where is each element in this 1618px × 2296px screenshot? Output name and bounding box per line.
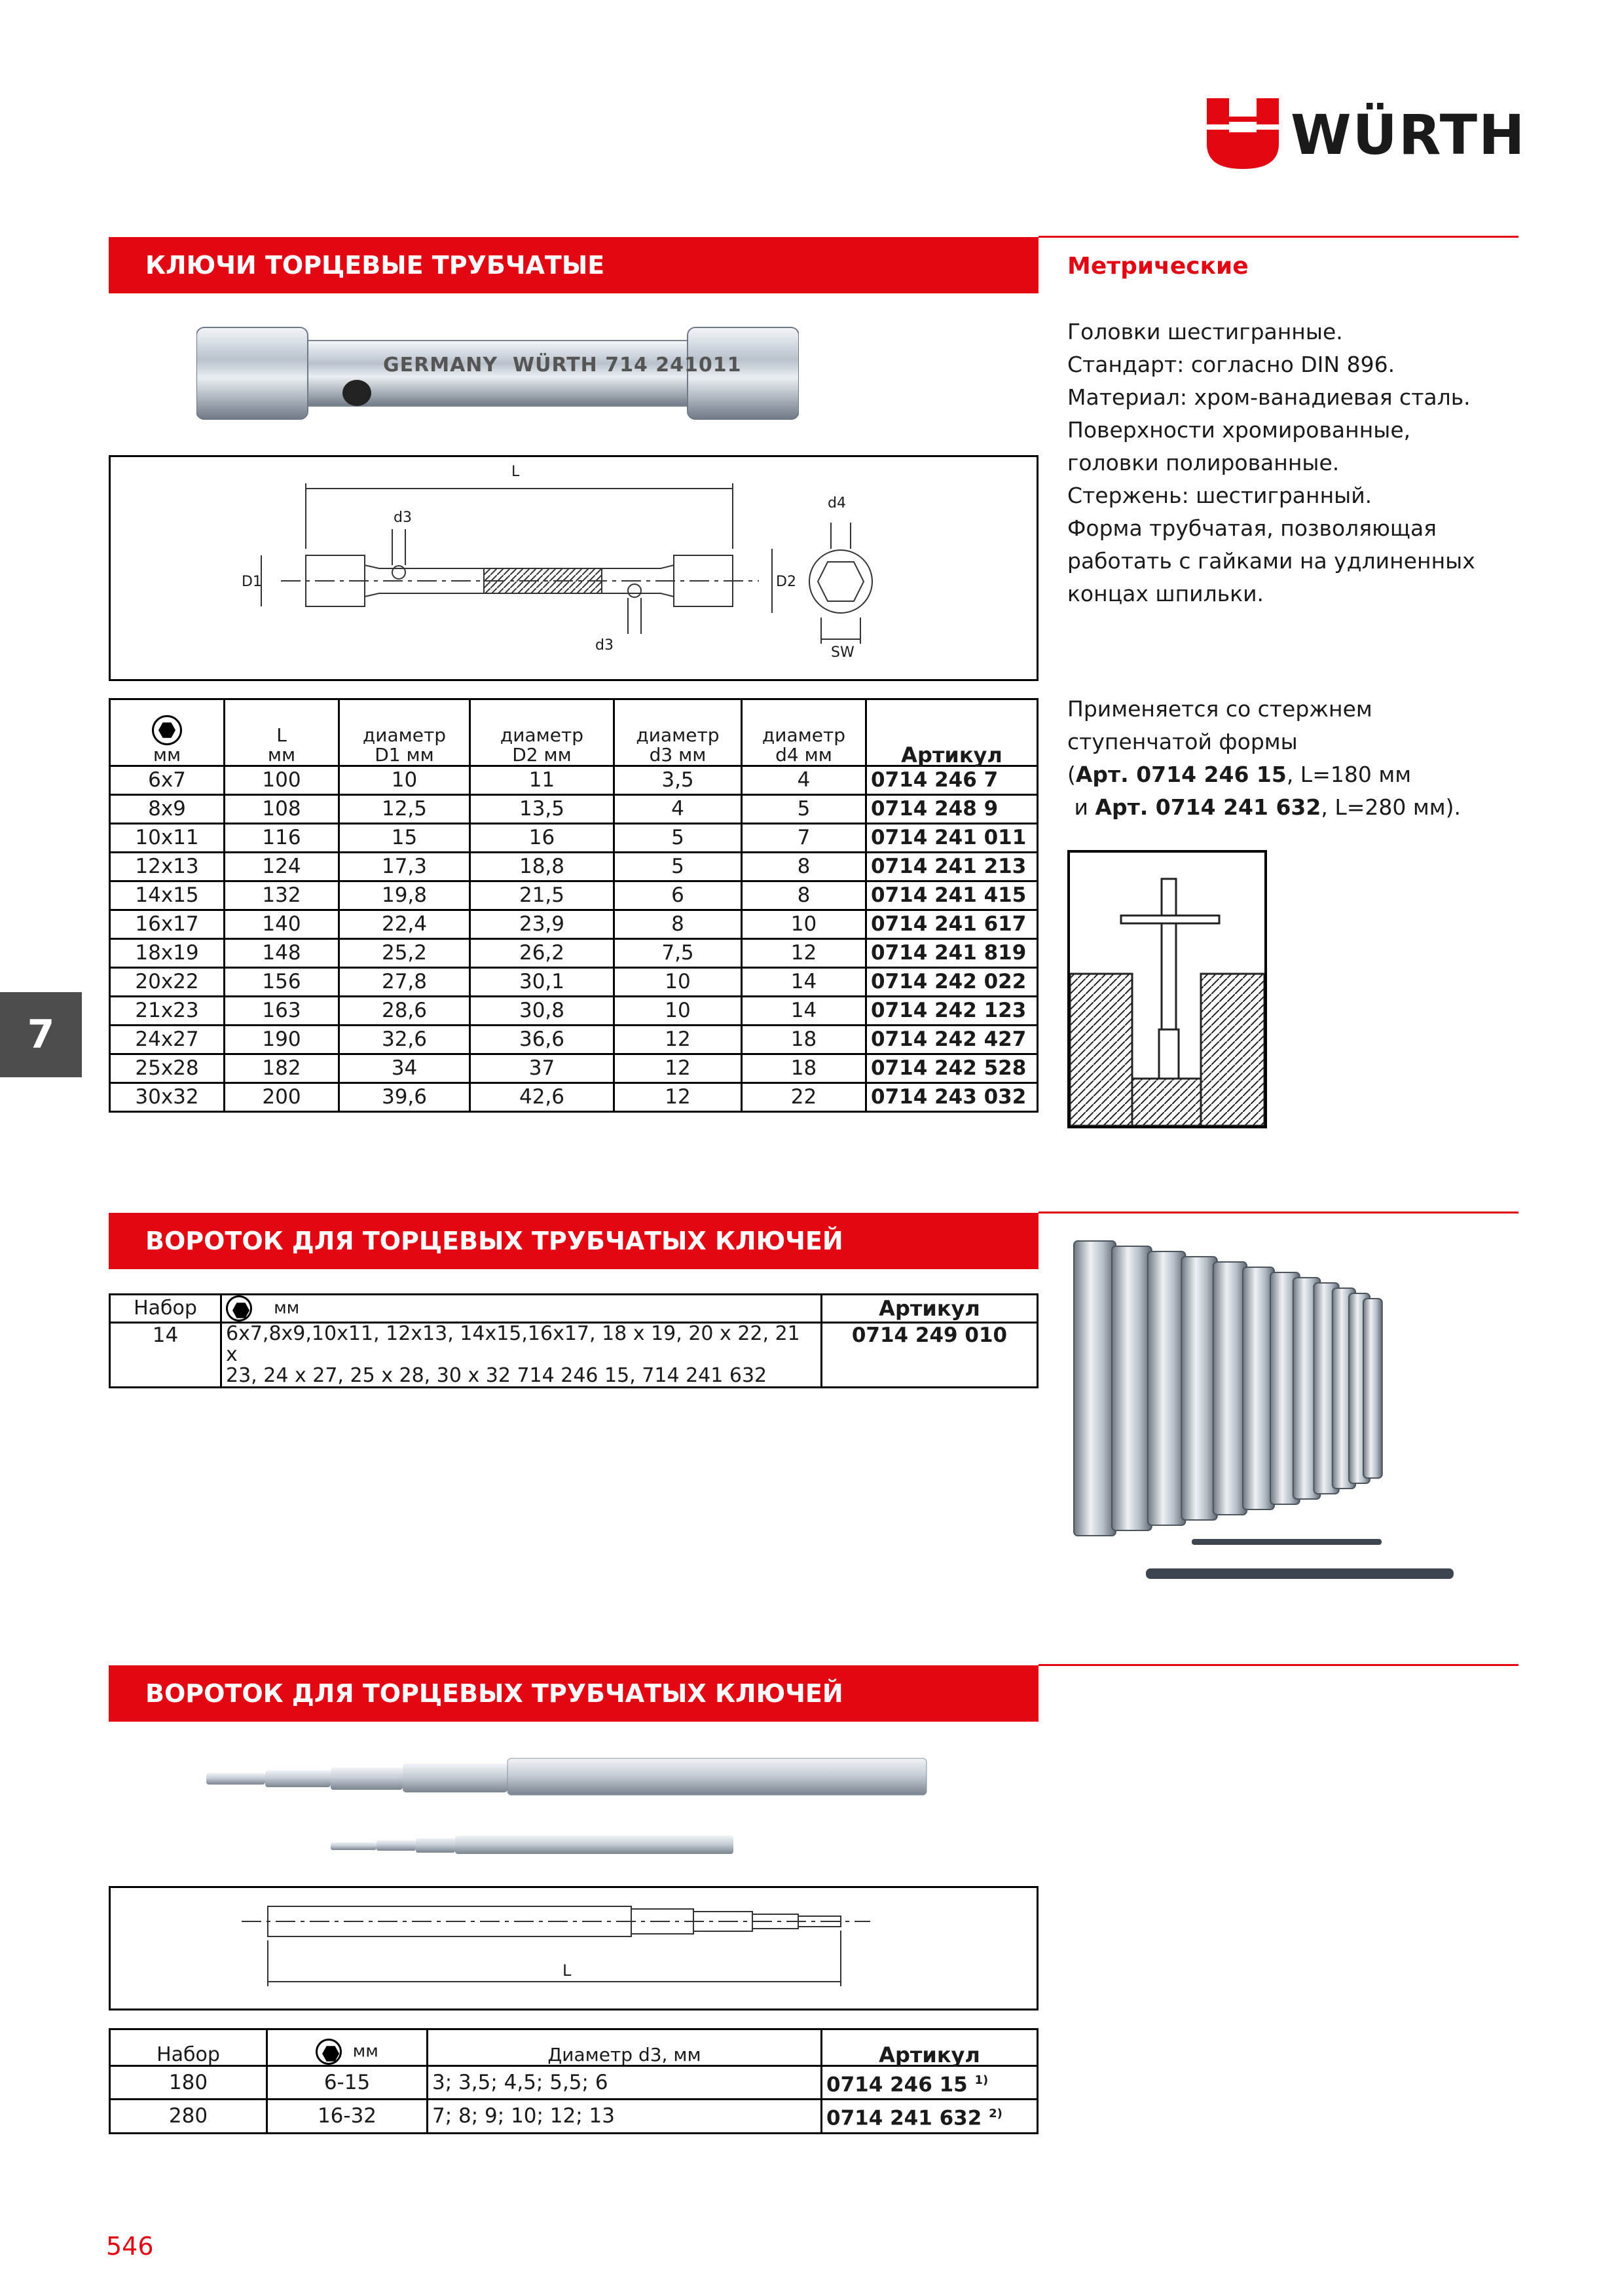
chapter-tab: 7 [0,992,82,1077]
cell-size: 20x22 [110,968,225,997]
cell-size: 14x15 [110,881,225,910]
cell-D2: 11 [470,766,614,795]
cell-d3: 12 [614,1083,742,1112]
cell-size: 25x28 [110,1054,225,1083]
set-diam: 7; 8; 9; 10; 12; 13 [428,2100,822,2133]
cell-d4: 18 [742,1026,866,1054]
col-D1 [339,699,470,766]
cell-L: 140 [225,910,339,939]
cell-D1: 12,5 [339,795,470,824]
set-count: 14 [110,1323,221,1388]
usage-note [1067,693,1526,824]
col-sizes-unit: мм [274,1298,300,1318]
set-art: 0714 249 010 [822,1323,1038,1388]
usage-ref2-art: Арт. 0714 241 632 [1095,794,1321,820]
cell-D1: 22,4 [339,910,470,939]
tommy-bar-photo [196,1745,949,1870]
table-row [110,2100,1038,2133]
wurth-logo [1207,98,1526,170]
usage-ref2-rest: , L=280 мм). [1321,794,1461,820]
col-D2 [470,699,614,766]
col-art: Артикул [822,1295,1038,1323]
cell-D1: 17,3 [339,853,470,881]
cell-D2: 16 [470,824,614,853]
cell-L: 108 [225,795,339,824]
cell-d3: 12 [614,1054,742,1083]
drawing-label-D2: D2 [776,574,796,590]
col-D1-bottom: D1 мм [375,744,434,766]
table-row [110,766,1038,795]
col-art: Артикул [822,2029,1038,2066]
cell-d4: 14 [742,997,866,1026]
cell-D2: 21,5 [470,881,614,910]
col-d4 [742,699,866,766]
cell-D2: 26,2 [470,939,614,968]
wrench-drawing [109,455,1039,681]
cell-art: 0714 248 9 [866,795,1038,824]
col-set: Набор [110,1295,221,1323]
cell-size: 12x13 [110,853,225,881]
cell-size: 10x11 [110,824,225,853]
cell-L: 124 [225,853,339,881]
cell-D2: 30,8 [470,997,614,1026]
cell-D1: 15 [339,824,470,853]
cell-D1: 32,6 [339,1026,470,1054]
tommy-bar-table [109,2028,1039,2134]
cell-d4: 22 [742,1083,866,1112]
wrench-set-photo [1067,1231,1513,1598]
section1-title: КЛЮЧИ ТОРЦЕВЫЕ ТРУБЧАТЫЕ [109,237,1039,293]
desc-line: Материал: хром-ванадиевая сталь. [1067,384,1471,410]
section1-description [1067,316,1513,610]
desc-line: Стержень: шестигранный. [1067,483,1372,508]
tommy-bar-drawing [109,1886,1039,2010]
usage-ref2 [1067,791,1526,824]
cell-art: 0714 242 528 [866,1054,1038,1083]
handle-set-table [109,1293,1039,1388]
cell-art: 0714 246 7 [866,766,1038,795]
section3-rule [1039,1664,1518,1666]
cell-art: 0714 242 123 [866,997,1038,1026]
wrench-set-item [1213,1262,1247,1515]
cell-size: 21x23 [110,997,225,1026]
cell-D1: 34 [339,1054,470,1083]
cell-D2: 37 [470,1054,614,1083]
cell-art: 0714 241 011 [866,824,1038,853]
desc-line: концах шпильки. [1067,581,1264,606]
table-row [110,795,1038,824]
table-row [110,853,1038,881]
tommy-bar-short [1192,1539,1382,1545]
desc-line: Головки шестигранные. [1067,319,1343,344]
cell-D2: 42,6 [470,1083,614,1112]
cell-D1: 28,6 [339,997,470,1026]
cell-d3: 6 [614,881,742,910]
col-L-label: L [276,724,287,746]
cell-D2: 36,6 [470,1026,614,1054]
cell-L: 156 [225,968,339,997]
desc-line: Стандарт: согласно DIN 896. [1067,352,1395,377]
cell-D1: 10 [339,766,470,795]
section1-subtitle: Метрические [1067,253,1249,280]
hex-size-icon [226,1295,252,1322]
cell-d4: 4 [742,766,866,795]
cell-L: 116 [225,824,339,853]
set-range: 16-32 [267,2100,428,2133]
cell-D2: 30,1 [470,968,614,997]
cell-d3: 10 [614,968,742,997]
cell-d4: 5 [742,795,866,824]
col-d3-bottom: d3 мм [649,744,707,766]
cell-art: 0714 242 022 [866,968,1038,997]
usage-ref1: (Арт. 0714 246 15, L=180 мм [1067,762,1412,787]
col-L [225,699,339,766]
cell-d3: 3,5 [614,766,742,795]
cell-art: 0714 241 213 [866,853,1038,881]
drawing-label-L: L [562,1961,572,1980]
table-row [110,881,1038,910]
set-art [822,2066,1038,2100]
table-row [110,1026,1038,1054]
cell-D2: 13,5 [470,795,614,824]
cell-art: 0714 243 032 [866,1083,1038,1112]
cell-art: 0714 241 415 [866,881,1038,910]
col-d3-top: диаметр [636,724,720,746]
cell-size: 24x27 [110,1026,225,1054]
cell-size: 30x32 [110,1083,225,1112]
col-D2-bottom: D2 мм [512,744,572,766]
drawing-label-d3-top: d3 [394,509,412,526]
wrench-engraving: GERMANY WÜRTH 714 241011 [383,354,742,377]
cell-L: 132 [225,881,339,910]
cell-d4: 18 [742,1054,866,1083]
wurth-logo-text: WÜRTH [1291,103,1526,167]
section1-rule [1039,236,1518,238]
cell-size: 8x9 [110,795,225,824]
cell-L: 163 [225,997,339,1026]
cell-d4: 10 [742,910,866,939]
cell-art: 0714 242 427 [866,1026,1038,1054]
desc-line: Форма трубчатая, позволяющая [1067,515,1437,541]
col-sizes [221,1295,822,1323]
desc-line: работать с гайками на удлиненных [1067,548,1475,574]
table-row [110,910,1038,939]
cell-d3: 12 [614,1026,742,1054]
section2-title: ВОРОТОК ДЛЯ ТОРЦЕВЫХ ТРУБЧАТЫХ КЛЮЧЕЙ [109,1213,1039,1269]
set-diam: 3; 3,5; 4,5; 5,5; 6 [428,2066,822,2100]
usage-line: Применяется со стержнем [1067,696,1372,722]
wrench-set-item [1181,1257,1217,1520]
cell-d3: 5 [614,853,742,881]
cell-L: 190 [225,1026,339,1054]
page-number: 546 [106,2232,154,2261]
set-art [822,2100,1038,2133]
col-range [267,2029,428,2066]
wrench-set-item [1148,1251,1186,1525]
table-row [110,997,1038,1026]
col-set: Набор [110,2029,267,2066]
set-art-footnote: 1) [974,2073,989,2087]
cell-d3: 10 [614,997,742,1026]
table-row [110,968,1038,997]
wrench-set-item [1243,1267,1274,1509]
cell-size: 16x17 [110,910,225,939]
cell-L: 200 [225,1083,339,1112]
wrench-set-item [1074,1241,1116,1536]
cell-D1: 39,6 [339,1083,470,1112]
set-sizes-line: 23, 24 x 27, 25 x 28, 30 x 32 714 246 15, 714 241 632 [226,1364,767,1387]
cell-d3: 5 [614,824,742,853]
cell-D2: 18,8 [470,853,614,881]
drawing-label-D1: D1 [242,574,262,590]
section3-title: ВОРОТОК ДЛЯ ТОРЦЕВЫХ ТРУБЧАТЫХ КЛЮЧЕЙ [109,1665,1039,1722]
tommy-bar-long [1146,1568,1454,1579]
cell-d3: 7,5 [614,939,742,968]
hex-size-icon [316,2039,342,2065]
col-d4-top: диаметр [762,724,846,746]
wrench-set-item [1112,1246,1152,1530]
cell-D1: 27,8 [339,968,470,997]
col-L-unit: мм [267,744,296,766]
drawing-label-SW: SW [831,644,855,661]
table-row [110,824,1038,853]
cell-D2: 23,9 [470,910,614,939]
usage-ref1-rest: , L=180 мм [1286,762,1412,787]
cell-size: 6x7 [110,766,225,795]
col-diam: Диаметр d3, мм [428,2029,822,2066]
desc-line: головки полированные. [1067,450,1340,475]
desc-line: Поверхности хромированные, [1067,417,1411,443]
cell-d3: 8 [614,910,742,939]
wrench-spec-table [109,698,1039,1113]
usage-line: ступенчатой формы [1067,729,1298,754]
col-range-unit: мм [352,2041,378,2062]
set-art-number: 0714 246 15 [826,2073,968,2097]
cell-d4: 7 [742,824,866,853]
wurth-logo-mark [1207,98,1279,169]
usage-ref1-art: Арт. 0714 246 15 [1075,762,1287,787]
drawing-label-L: L [511,464,520,480]
cell-art: 0714 241 617 [866,910,1038,939]
hex-size-icon [152,715,182,745]
set-sizes [221,1323,822,1388]
cell-art: 0714 241 819 [866,939,1038,968]
table-row [110,939,1038,968]
cell-D1: 25,2 [339,939,470,968]
wrench-photo [196,314,799,432]
col-size [110,699,225,766]
col-d3 [614,699,742,766]
section2-rule [1039,1212,1518,1213]
col-size-unit: мм [153,744,181,766]
col-D2-top: диаметр [500,724,584,746]
cell-D1: 19,8 [339,881,470,910]
drawing-label-d4: d4 [828,495,846,511]
cell-L: 100 [225,766,339,795]
set-range: 6-15 [267,2066,428,2100]
usage-ref2-prefix: и [1074,794,1095,820]
wrench-spec-rows [110,766,1038,1112]
table-row [110,1083,1038,1112]
set-art-footnote: 2) [989,2107,1002,2121]
set-sizes-line: 6x7,8x9,10x11, 12x13, 14x15,16x17, 18 x 19, 20 x 22, 21 x [226,1322,800,1366]
cell-d4: 8 [742,853,866,881]
set-art-number: 0714 241 632 [826,2106,982,2130]
drawing-label-d3-bottom: d3 [595,637,614,654]
cell-d4: 8 [742,881,866,910]
cell-L: 148 [225,939,339,968]
table-row [110,2066,1038,2100]
cell-d3: 4 [614,795,742,824]
col-art: Артикул [866,699,1038,766]
col-d4-bottom: d4 мм [775,744,832,766]
wrench-set-item [1363,1299,1382,1478]
cell-L: 182 [225,1054,339,1083]
set-length: 280 [110,2100,267,2133]
cell-d4: 14 [742,968,866,997]
socket-usage-drawing [1067,850,1267,1128]
cell-d4: 12 [742,939,866,968]
table-row [110,1054,1038,1083]
col-D1-top: диаметр [362,724,447,746]
set-length: 180 [110,2066,267,2100]
cell-size: 18x19 [110,939,225,968]
